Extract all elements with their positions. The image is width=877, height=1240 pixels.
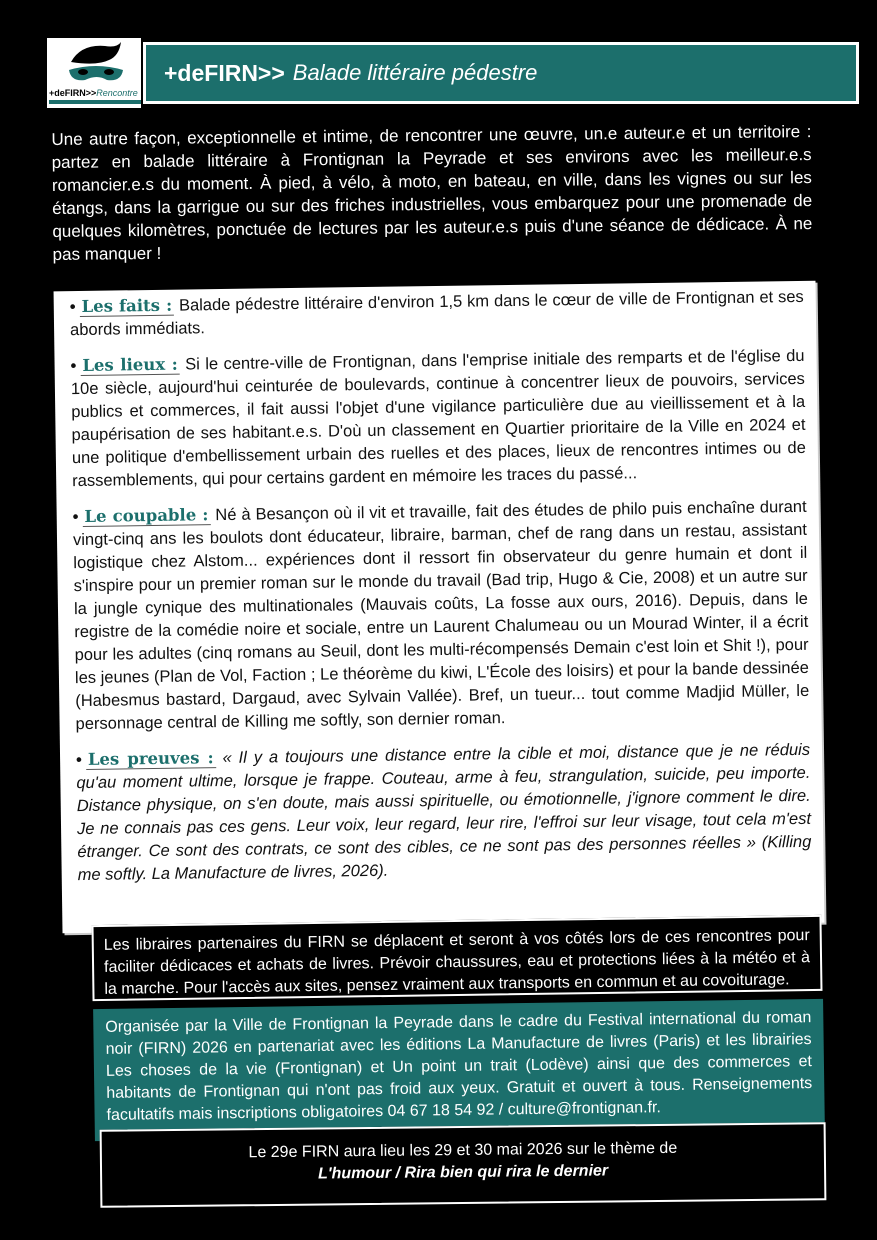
item-label: Les preuves : (86, 748, 216, 770)
organizer-notice: Organisée par la Ville de Frontignan la Peyrade dans le cadre du Festival international du roman noir (FIRN) 2026 en partenariat avec les éditions La Manufacture de livres (Paris) et les librairies Les choses de la vie (Frontignan) et Un point un trait (Lodève) ainsi que des commerces et habitants de Frontignan qui n'ont pas froid aux yeux. Gratuit et ouvert à tous. Renseignements facultatifs mais inscriptions obligatoires 04 67 18 54 92 / culture@frontignan.fr. (93, 999, 825, 1141)
logo-label: +deFIRN>>Rencontre (49, 88, 138, 98)
item-label: Les faits : (79, 296, 174, 317)
item-label: Le coupable : (82, 505, 210, 527)
hat-mask-icon (61, 40, 131, 88)
header (45, 36, 859, 116)
item-lieux (70, 344, 806, 493)
bullet: • (70, 357, 77, 376)
item-text: « Il y a toujours une distance entre la cible et moi, distance que je ne réduis qu'au moment ultime, lorsque je frappe. Couteau, arme à feu, strangulation, suicide, peu importe. Distance physique, on s'en doute, mais aussi spirituelle, ou émotionnelle, j'ignore comment le dire. Je ne connais pas ces gens. Leur voix, leur regard, leur rire, l'effroi sur leur visage, tout cela m'est étranger. Ce sont des contrats, ce sont des cibles, ce ne sont pas des personnes réelles » (Killing me softly. La Manufacture de livres, 2026). (76, 740, 812, 885)
logo-strip (49, 100, 141, 104)
item-label: Les lieux : (80, 355, 180, 376)
intro-text: Une autre façon, exceptionnelle et intime, de rencontrer une œuvre, un.e auteur.e et un territoire : partez en balade littéraire à Frontignan la Peyrade et ses environs avec les meilleur.e.s romancier.e.s du moment. À pied, à vélo, à moto, en bateau, en ville, dans les vignes ou sur les étangs, dans la garrigue ou sur des friches industrielles, vous embarquez pour une promenade de quelques kilomètres, ponctuée de lectures par les auteur.e.s puis d'une séance de dédicace. À ne pas manquer ! (51, 122, 813, 264)
festival-dates: Le 29e FIRN aura lieu les 29 et 30 mai 2026 sur le thème de (248, 1139, 678, 1162)
item-preuves (76, 738, 812, 887)
item-text: Si le centre-ville de Frontignan, dans l'emprise initiale des remparts et de l'église du 10e siècle, aujourd'hui ceinturée de boulevards, continue à concentrer lieux de pouvoirs, services publics et commerces, il fait aussi l'objet d'une vigilance particulière due au vieillissement et à la paupérisation de ses habitant.e.s. D'où un classement en Quartier prioritaire de la Ville en 2024 et une politique d'embellissement urbain des ruelles et des places, lieux de rencontres intimes ou de rassemblements, qui pour certains gardent en mémoire les traces du passé... (70, 346, 806, 491)
bullet: • (69, 298, 76, 317)
booksellers-notice: Les libraires partenaires du FIRN se déplacent et seront à vos côtés lors de ces rencontres pour faciliter dédicaces et achats de livres. Prévoir chaussures, eau et protections liées à la météo et à la marche. Pour l'accès aux sites, pensez vraiment aux transports en commun et au covoiturage. (92, 915, 823, 1001)
festival-theme: L'humour / Rira bien qui rira le dernier (317, 1162, 609, 1183)
item-faits (70, 285, 805, 342)
bullet: • (75, 751, 83, 770)
item-text: Né à Besançon où il vit et travaille, fait des études de philo puis enchaîne durant vingt-cinq ans les boulots dont éducateur, libraire, barman, chef de rang dans un restau, assistant logistique chez Alstom... expériences dont il ressort fin observateur du genre humain et dont il s'inspire pour un premier roman sur le monde du travail (Bad trip, Hugo & Cie, 2008) et un autre sur la jungle cynique des multinationales (Mauvais coûts, La fosse aux ours, 2016). Depuis, dans le registre de la comédie noire et sociale, entre un Laurent Chalumeau ou un Mourad Winter, il a écrit pour les adultes (cinq romans au Seuil, dont les multi-récompensés Demain c'est loin et Shit !), pour les jeunes (Plan de Vol, Faction ; Le théorème du kiwi, L'École des loisirs) et pour la bande dessinée (Habesmus bastard, Dargaud, avec Sylvain Vallée). Bref, un tueur... tout comme Madjid Müller, le personnage central de Killing me softly, son dernier roman. (72, 497, 810, 734)
title-bar (143, 42, 859, 104)
details-card (54, 281, 825, 934)
page-title: Balade littéraire pédestre (292, 60, 538, 85)
item-text: Balade pédestre littéraire d'environ 1,5 km dans le cœur de ville de Frontignan et ses abords immédiats. (69, 287, 804, 340)
firn-logo (45, 36, 143, 110)
festival-notice (100, 1122, 827, 1208)
brand-name: +deFIRN>> (164, 59, 285, 86)
item-coupable (73, 495, 810, 736)
bullet: • (72, 508, 79, 527)
